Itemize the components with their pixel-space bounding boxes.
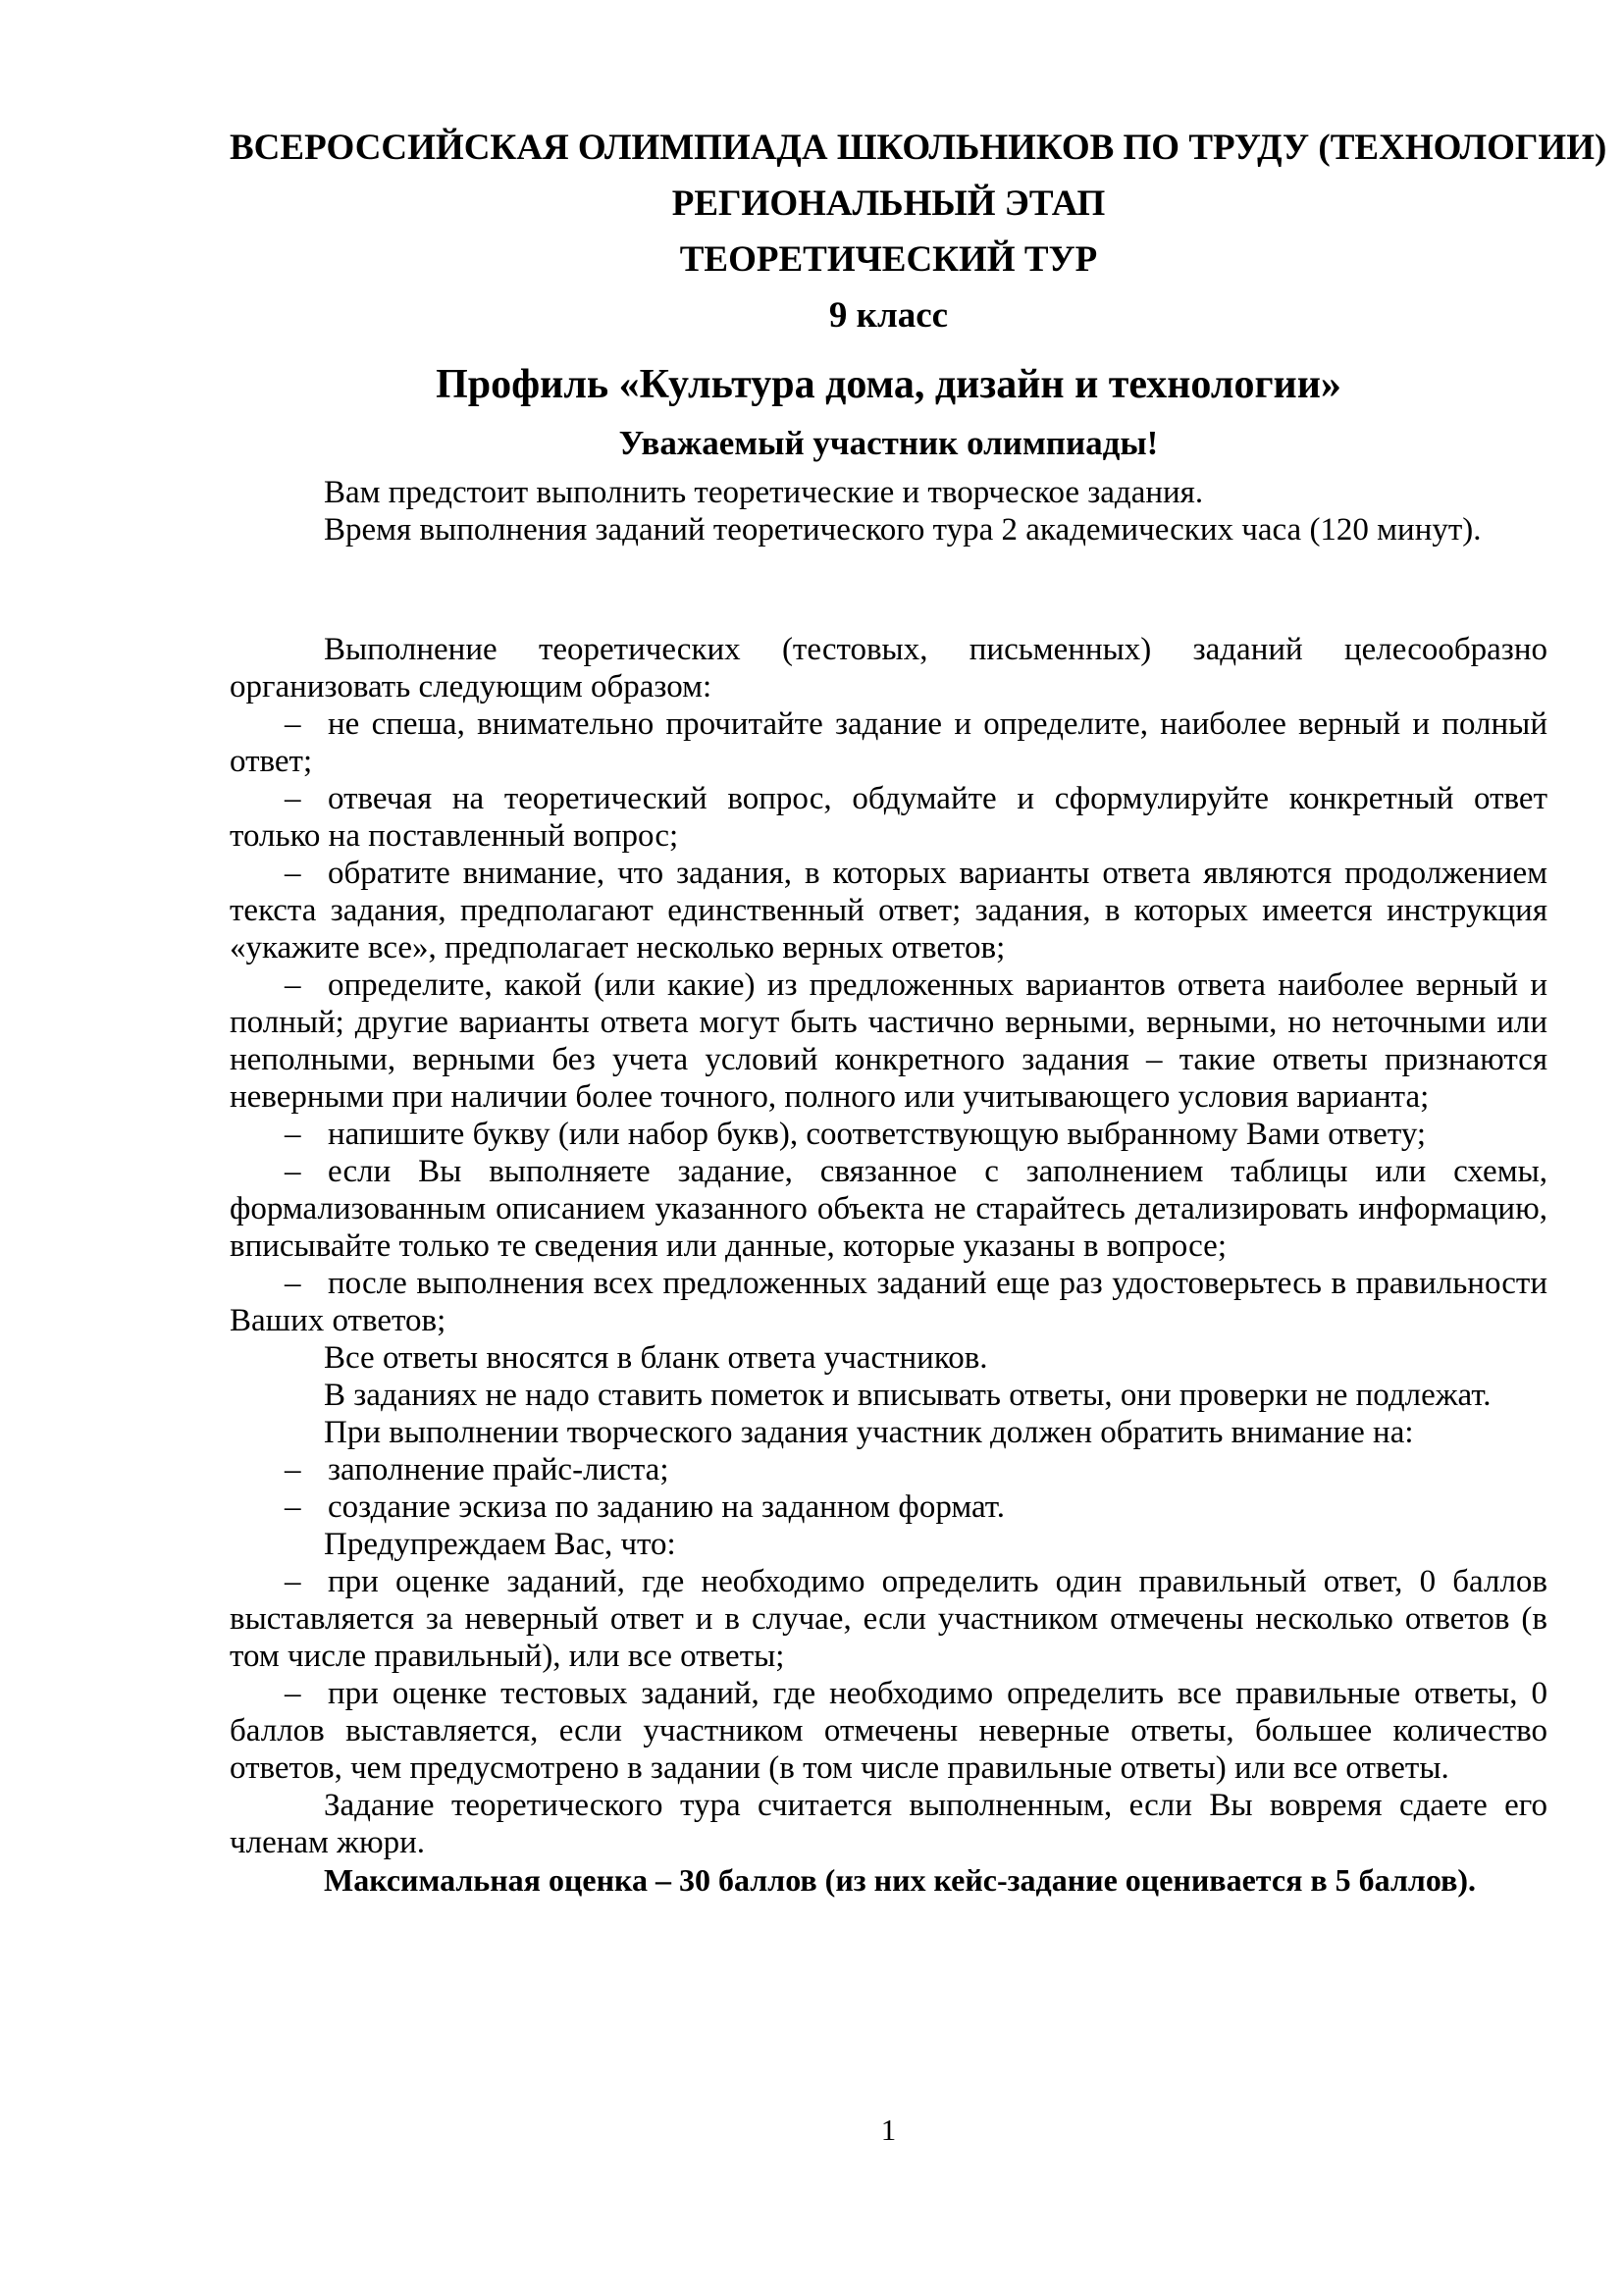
greeting: Уважаемый участник олимпиады! <box>618 424 1159 462</box>
list-item-text: при оценке заданий, где необходимо определить один правильный ответ, 0 баллов выставляется за неверный ответ и в случае, если участником отмечены несколько ответов (в том числе правильный), или все ответы; <box>230 1564 1547 1674</box>
list-dash: – <box>285 1564 301 1599</box>
page-number: 1 <box>880 2112 897 2147</box>
list-dash: – <box>285 1266 301 1301</box>
list-item <box>230 1563 1547 1675</box>
list-item <box>230 780 1547 855</box>
list-dash: – <box>285 1489 301 1525</box>
list-item <box>230 1675 1547 1787</box>
list-item <box>230 1488 1547 1526</box>
title-line-2: РЕГИОНАЛЬНЫЙ ЭТАП <box>671 183 1106 224</box>
list-item-text: не спеша, внимательно прочитайте задание и определите, наиболее верный и полный ответ; <box>230 706 1547 779</box>
paragraph-warning-lead: Предупреждаем Вас, что: <box>324 1527 676 1562</box>
paragraph-note: При выполнении творческого задания участник должен обратить внимание на: <box>324 1415 1414 1450</box>
paragraph-lead: Выполнение теоретических (тестовых, письменных) заданий целесообразно организовать следующим образом: <box>230 632 1547 704</box>
page-footer <box>230 2112 1547 2149</box>
paragraph-max-score: Максимальная оценка – 30 баллов (из них кейс-задание оценивается в 5 баллов). <box>324 1862 1476 1898</box>
paragraph-note: Все ответы вносятся в бланк ответа участников. <box>324 1340 988 1376</box>
list-item <box>230 1116 1547 1153</box>
paragraph-closing: Задание теоретического тура считается выполненным, если Вы вовремя сдаете его членам жюри. <box>230 1788 1547 1860</box>
list-item <box>230 1265 1547 1339</box>
list-dash: – <box>285 1676 301 1711</box>
list-item-text: напишите букву (или набор букв), соответствующую выбранному Вами ответу; <box>328 1117 1427 1152</box>
list-item <box>230 1153 1547 1265</box>
list-item-text: при оценке тестовых заданий, где необходимо определить все правильные ответы, 0 баллов выставляется, если участником отмечены неверные ответы, большее количество ответов, чем предусмотрено в задании (в том числе правильные ответы) или все ответы. <box>230 1676 1547 1786</box>
list-dash: – <box>285 856 301 891</box>
list-dash: – <box>285 781 301 816</box>
list-item <box>230 855 1547 966</box>
list-item <box>230 705 1547 780</box>
list-item-text: после выполнения всех предложенных заданий еще раз удостоверьтесь в правильности Ваших ответов; <box>230 1266 1547 1338</box>
paragraph-note: В заданиях не надо ставить пометок и вписывать ответы, они проверки не подлежат. <box>324 1378 1492 1413</box>
document-body <box>230 474 1547 1899</box>
list-dash: – <box>285 1154 301 1189</box>
paragraph-intro-1: Вам предстоит выполнить теоретические и творческое задания. <box>324 475 1204 510</box>
title-line-3: ТЕОРЕТИЧЕСКИЙ ТУР <box>679 239 1098 280</box>
title-line-grade: 9 класс <box>828 295 949 336</box>
list-dash: – <box>285 1452 301 1487</box>
paragraph-intro-2: Время выполнения заданий теоретического тура 2 академических часа (120 минут). <box>324 512 1482 548</box>
list-item <box>230 1451 1547 1488</box>
list-item-text: если Вы выполняете задание, связанное с заполнением таблицы или схемы, формализованным описанием указанного объекта не старайтесь детализировать информацию, вписывайте только те сведения или данные, которые указаны в вопросе; <box>230 1154 1547 1264</box>
list-item-text: отвечая на теоретический вопрос, обдумайте и сформулируйте конкретный ответ только на поставленный вопрос; <box>230 781 1547 854</box>
list-item-text: обратите внимание, что задания, в которых варианты ответа являются продолжением текста задания, предполагают единственный ответ; задания, в которых имеется инструкция «укажите все», предполагает несколько верных ответов; <box>230 856 1547 965</box>
list-dash: – <box>285 967 301 1003</box>
list-item-text: заполнение прайс-листа; <box>328 1452 669 1487</box>
list-dash: – <box>285 706 301 742</box>
list-item-text: определите, какой (или какие) из предложенных вариантов ответа наиболее верный и полный; другие варианты ответа могут быть частично верными, верными, но неточными или неполными, верными без учета условий конкретного задания – такие ответы признаются неверными при наличии более точного, полного или учитывающего условия варианта; <box>230 967 1547 1115</box>
blank-line-gap <box>230 548 1547 631</box>
document-header <box>230 120 1607 468</box>
title-line-1: ВСЕРОССИЙСКАЯ ОЛИМПИАДА ШКОЛЬНИКОВ ПО ТРУДУ (ТЕХНОЛОГИИ) <box>230 128 1607 168</box>
list-item <box>230 966 1547 1116</box>
list-item-text: создание эскиза по заданию на заданном формат. <box>328 1489 1005 1525</box>
title-profile: Профиль «Культура дома, дизайн и технологии» <box>436 362 1341 407</box>
list-dash: – <box>285 1117 301 1152</box>
